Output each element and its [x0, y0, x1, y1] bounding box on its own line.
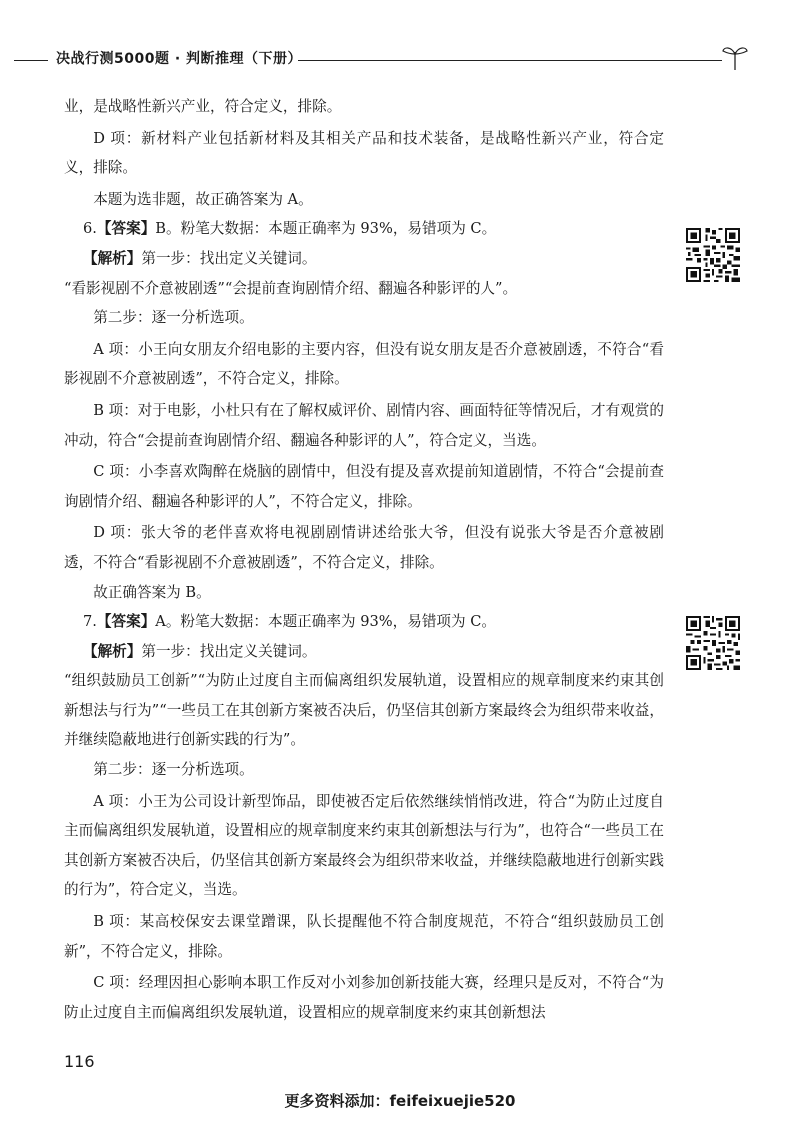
answer-text: A。粉笔大数据：本题正确率为 93%，易错项为 C。 — [155, 613, 496, 631]
answer-tag: 【答案】 — [96, 220, 156, 238]
paragraph: 本题为选非题，故正确答案为 A。 — [93, 190, 313, 208]
question-6-answer — [64, 214, 664, 244]
running-title: 决战行测5000题 · 判断推理（下册） — [56, 51, 303, 67]
paragraph: A 项：小王向女朋友介绍电影的主要内容，但没有说女朋友是否介意被剧透，不符合“看影视剧不介意被剧透”，不符合定义，排除。 — [64, 340, 664, 388]
question-number: 7. — [82, 613, 97, 631]
paragraph: 第二步：逐一分析选项。 — [93, 761, 254, 779]
paragraph: A 项：小王为公司设计新型饰品，即使被否定后依然继续悄悄改进，符合“为防止过度自主而偏离组织发展轨道，设置相应的规章制度来约束其创新想法与行为”，也符合“一些员工在其创新方案被否决后，仍坚信其创新方案最终会为组织带来收益，并继续隐蔽地进行创新实践的行为”，符合定义，当选。 — [64, 792, 664, 899]
page-content — [64, 92, 664, 1027]
analysis-tag: 【解析】 — [82, 642, 142, 660]
page-header — [0, 42, 800, 72]
footer-prefix: 更多资料添加： — [284, 1092, 390, 1110]
leaf-icon — [720, 42, 750, 72]
analysis-text: 第一步：找出定义关键词。 — [141, 249, 317, 267]
paragraph: C 项：经理因担心影响本职工作反对小刘参加创新技能大赛，经理只是反对，不符合“为防止过度自主而偏离组织发展轨道，设置相应的规章制度来约束其创新想法 — [64, 974, 664, 1021]
question-7-answer — [64, 607, 664, 637]
analysis-text: 第一步：找出定义关键词。 — [141, 642, 317, 660]
paragraph: D 项：张大爷的老伴喜欢将电视剧剧情讲述给张大爷，但没有说张大爷是否介意被剧透，不符合“看影视剧不介意被剧透”，不符合定义，排除。 — [64, 524, 664, 571]
qr-code-icon — [686, 228, 740, 282]
qr-code-icon — [686, 616, 740, 670]
header-rule-left — [14, 60, 48, 61]
paragraph: “看影视剧不介意被剧透”“会提前查询剧情介绍、翻遍各种影评的人”。 — [64, 279, 518, 297]
question-6-analysis — [64, 244, 664, 274]
analysis-tag: 【解析】 — [82, 249, 142, 267]
answer-text: B。粉笔大数据：本题正确率为 93%，易错项为 C。 — [155, 220, 497, 238]
question-7-analysis — [64, 637, 664, 667]
paragraph: C 项：小李喜欢陶醉在烧脑的剧情中，但没有提及喜欢提前知道剧情，不符合“会提前查询剧情介绍、翻遍各种影评的人”，不符合定义，排除。 — [64, 463, 664, 510]
answer-tag: 【答案】 — [96, 613, 156, 631]
footer-contact: feifeixuejie520 — [389, 1092, 516, 1110]
paragraph: B 项：对于电影，小杜只有在了解权威评价、剧情内容、画面特征等情况后，才有观赏的冲动，符合“会提前查询剧情介绍、翻遍各种影评的人”，符合定义，当选。 — [64, 401, 664, 449]
header-rule-right — [298, 60, 722, 61]
paragraph: D 项：新材料产业包括新材料及其相关产品和技术装备，是战略性新兴产业，符合定义，排除。 — [64, 129, 664, 177]
paragraph: 故正确答案为 B。 — [93, 583, 211, 601]
question-number: 6. — [82, 220, 97, 238]
page-number: 116 — [64, 1052, 95, 1071]
paragraph: “组织鼓励员工创新”“为防止过度自主而偏离组织发展轨道，设置相应的规章制度来约束其创新想法与行为”“一些员工在其创新方案被否决后，仍坚信其创新方案最终会为组织带来收益，并继续隐蔽地进行创新实践的行为”。 — [64, 672, 664, 749]
paragraph: 第二步：逐一分析选项。 — [93, 309, 254, 327]
paragraph: 业，是战略性新兴产业，符合定义，排除。 — [64, 98, 342, 115]
footer-note — [0, 1090, 800, 1111]
paragraph: B 项：某高校保安去课堂蹭课，队长提醒他不符合制度规范，不符合“组织鼓励员工创新”，不符合定义，排除。 — [64, 913, 664, 960]
